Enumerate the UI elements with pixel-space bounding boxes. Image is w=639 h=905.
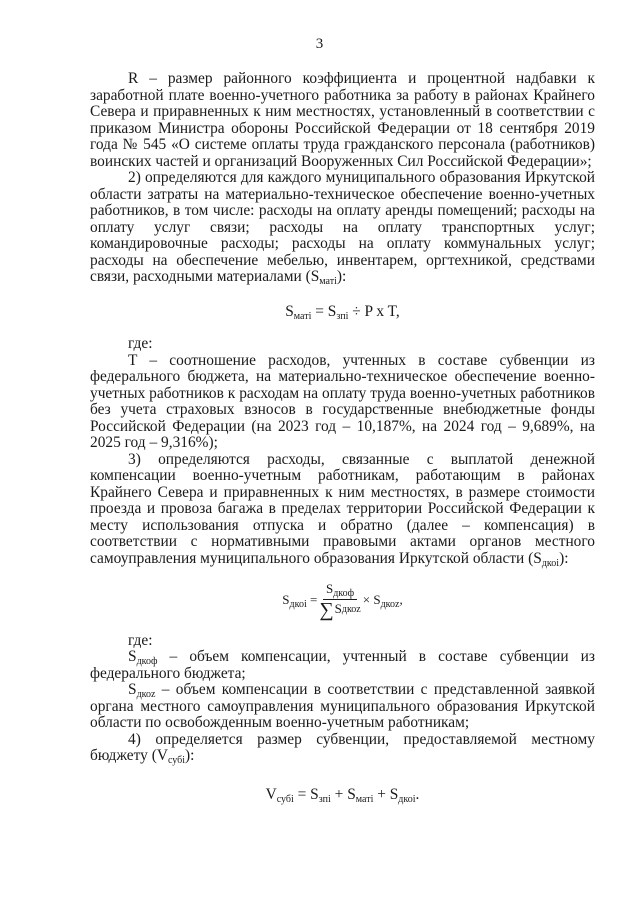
sigma-symbol: ∑ <box>319 598 334 621</box>
page-number: 3 <box>315 36 324 52</box>
paragraph-item-2: 2) определяются для каждого муниципального образования Иркутской области затраты на материально-техническое обеспечение военно-учетных работников, в том числе: расходы на оплату аренды помещений; расходы на оплату услуг связи; расходы на оплату транспортных услуг; командировочные расходы; расходы на оплату коммунальных услуг; расходы на обеспечение мебелью, инвентарем, оргтехникой, средствами связи, расходными материалами $(S_{матi})$: <box>90 169 595 287</box>
where-label-1: где: <box>128 335 153 352</box>
paragraph-sdkoz-definition: $S_{дкоz}$ – объем компенсации в соответствии с представленной заявкой органа местного самоуправления муниципального образования Иркутской области по освобожденным военно-учетным работникам; <box>90 681 595 731</box>
fraction-denominator: ∑ S дкоz <box>319 598 361 621</box>
where-label-2: где: <box>128 631 153 649</box>
paragraph-sdkof-definition: $S_{дкоф}$ – объем компенсации, учтенный в составе субвенции из федерального бюджета; <box>90 648 595 682</box>
paragraph-t-definition: T – соотношение расходов, учтенных в составе субвенции из федерального бюджета, на материально-техническое обеспечение военно-учетных работников к расходам на оплату труда военно-учетных работников без учета страховых взносов в государственные внебюджетные фонды Российской Федерации (на 2023 год – 10,187%, на 2024 год – 9,689%, на 2025 год – 9,316%); <box>90 351 595 451</box>
document-body <box>90 71 595 803</box>
formula-vsub: $V_{субi} = S_{зпi} + S_{матi} + S_{дкоi}$. <box>265 785 420 805</box>
fraction-numerator: $S_{дкоф}$ <box>323 581 357 600</box>
paragraph-item-3: 3) определяются расходы, связанные с выплатой денежной компенсации военно-учетным работникам, работающим в районах Крайнего Севера и приравненных к ним местностях, в размере стоимости проезда и провоза багажа в пределах территории Российской Федерации к месту использования отпуска и обратно (далее – компенсация) в соответствии с нормативными правовыми актами органов местного самоуправления муниципального образования Иркутской области $(S_{дкоi})$: <box>90 450 595 569</box>
paragraph-r-definition: R – размер районного коэффициента и процентной надбавки к заработной плате военно-учетного работника за работу в районах Крайнего Севера и приравненных к ним местностях, установленный в соответствии с приказом Министра обороны Российской Федерации от 18 сентября 2019 года № 545 «О системе оплаты труда гражданского персонала (работников) воинских частей и организаций Вооруженных Сил Российской Федерации»; <box>90 70 595 170</box>
paragraph-item-4: 4) определяется размер субвенции, предоставляемой местному бюджету $(V_{субi})$: <box>90 730 595 766</box>
formula-sdko: $S_{дкоi}$ = $S_{дкоф}$ ∑ S дкоz × $S_{дкоz}$, <box>282 581 403 621</box>
fraction <box>319 581 360 619</box>
formula-smat: $S_{матi} = S_{зпi} \div P$ x T, <box>285 302 400 322</box>
